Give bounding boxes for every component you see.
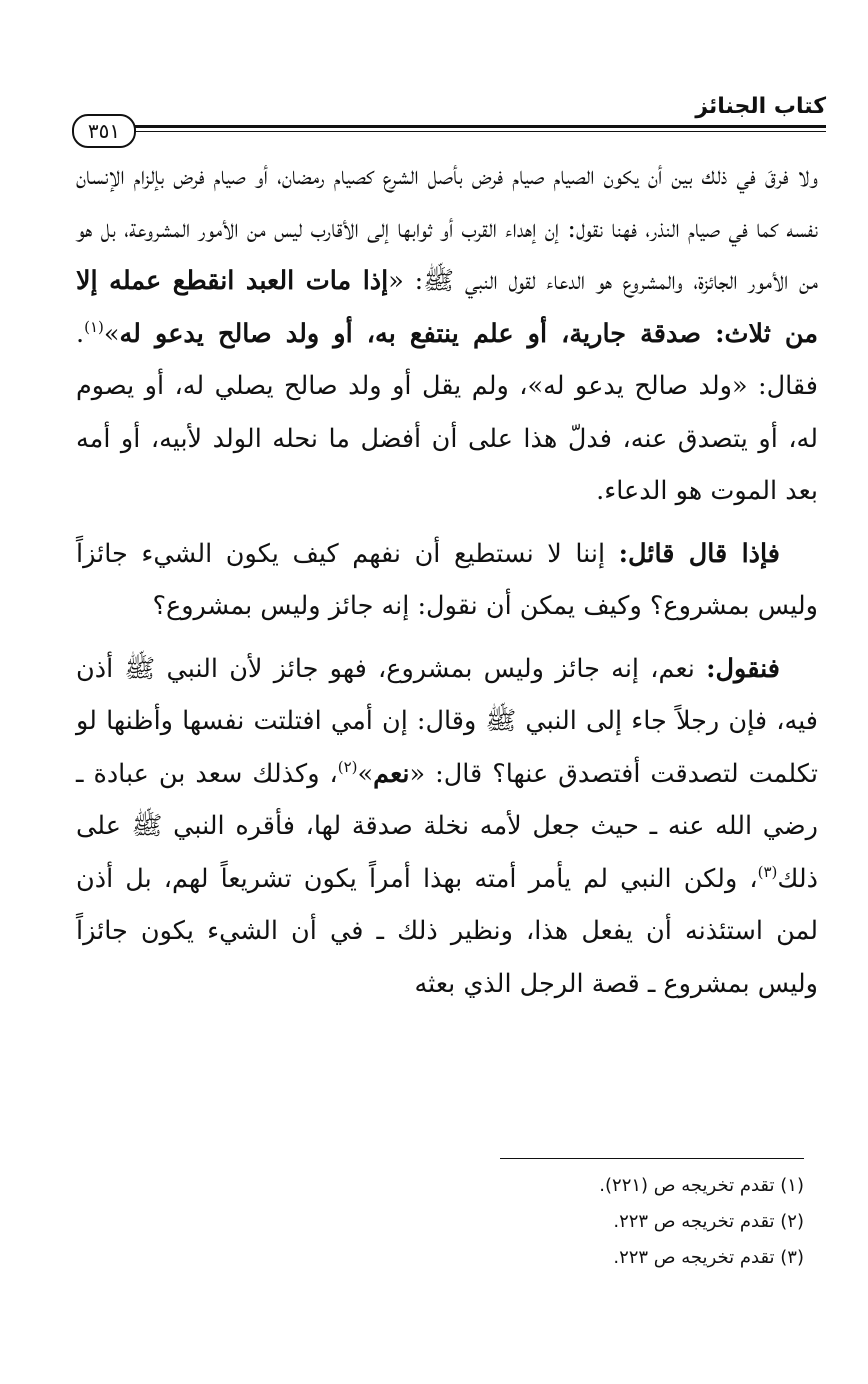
p1-text: ولا فرقَ في ذلك بين أن يكون الصيام صيام فرض بأصل الشرع كصيام رمضان، أو صيام فرض بإلزام الإنسان نفسه كما في صيام النذر، فهنا نقول: إن إهداء القرب أو ثوابها إلى الأقارب ليس من الأمور المشروعة، بل هو من الأمور الجائزة، والمشروع هو الدعاء لقول النبي ﷺ: « (76, 161, 818, 296)
paragraph-1 (76, 150, 818, 518)
running-header (72, 92, 826, 143)
footnote-separator (500, 1158, 804, 1159)
p3-quote-close: » (357, 758, 374, 789)
p1-text-end: . فقال: «ولد صالح يدعو له»، ولم يقل أو ولد صالح يصلي له، أو يصوم له، أو يتصدق عنه، فدلّ هذا على أن أفضل ما نحله الولد لأبيه، أو أمه بعد الموت هو الدعاء. (76, 318, 818, 506)
main-text (76, 150, 818, 1020)
paragraph-2 (76, 528, 818, 633)
p1-quote-close: » (103, 318, 120, 349)
footnote-3: (٣) تقدم تخريجه ص ٢٢٣. (613, 1247, 804, 1268)
footnote-ref-2: (٢) (337, 757, 358, 776)
p3-lead: فنقول: (706, 653, 780, 684)
footnote-ref-1: (١) (84, 317, 104, 336)
p3-text-mid: ، وكذلك سعد بن عبادة ـ رضي الله عنه ـ حيث جعل لأمه نخلة صدقة لها، فأقره النبي ﷺ على ذلك (76, 758, 818, 894)
header-rule-thick (134, 125, 826, 128)
p3-text-end: ، ولكن النبي لم يأمر أمته بهذا أمراً يكون تشريعاً لهم، بل أذن لمن استئذنه أن يفعل هذا، ونظير ذلك ـ في أن الشيء يكون جائزاً وليس بمشروع ـ قصة الرجل الذي بعثه (76, 863, 818, 999)
footnote-ref-3: (٣) (757, 862, 778, 881)
hadith-quote: إذا مات العبد انقطع عمله إلا من ثلاث: صدقة جارية، أو علم ينتفع به، أو ولد صالح يدعو له (76, 266, 818, 349)
footnote-1: (١) تقدم تخريجه ص (٢٢١). (599, 1175, 804, 1196)
footnote-2: (٢) تقدم تخريجه ص ٢٢٣. (613, 1211, 804, 1232)
p2-text: إننا لا نستطيع أن نفهم كيف يكون الشيء جائزاً وليس بمشروع؟ وكيف يمكن أن نقول: إنه جائز وليس بمشروع؟ (76, 538, 818, 621)
p2-lead: فإذا قال قائل: (618, 538, 780, 569)
chapter-title: كتاب الجنائز (695, 94, 826, 119)
paragraph-3 (76, 643, 818, 1011)
p3-quote: نعم (373, 758, 410, 789)
p3-text: نعم، إنه جائز وليس بمشروع، فهو جائز لأن النبي ﷺ أذن فيه، فإن رجلاً جاء إلى النبي ﷺ وقال: إن أمي افتلتت نفسها وأظنها لو تكلمت لتصدقت أفتصدق عنها؟ قال: « (76, 653, 818, 789)
page-number: ٣٥١ (72, 114, 136, 148)
header-rule-thin (134, 131, 826, 132)
footnotes (204, 1168, 804, 1276)
